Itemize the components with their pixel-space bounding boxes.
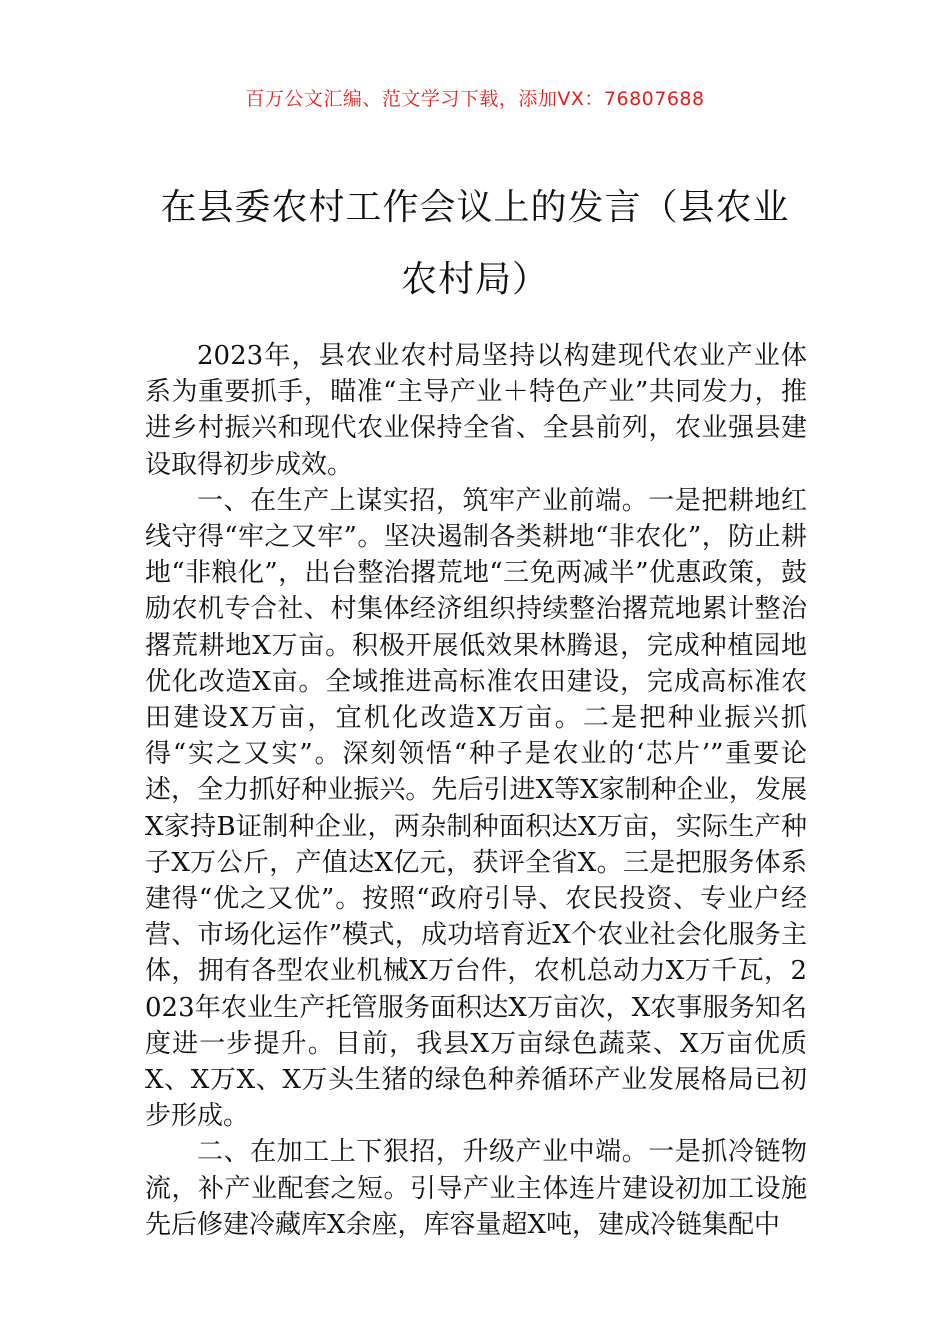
document-body [145,338,807,1243]
document-title: 在县委农村工作会议上的发言（县农业农村局） [160,187,790,300]
paragraph-processing: 二、在加工上下狠招，升级产业中端。一是抓冷链物流，补产业配套之短。引导产业主体连片建设初加工设施先后修建冷藏库X余座，库容量超X吨，建成冷链集配中 [145,1137,807,1240]
paragraph-production: 一、在生产上谋实招，筑牢产业前端。一是把耕地红线守得“牢之又牢”。坚决遏制各类耕地“非农化”，防止耕地“非粮化”，出台整治撂荒地“三免两减半”优惠政策，鼓励农机专合社、村集体经济组织持续整治撂荒地累计整治撂荒耕地X万亩。积极开展低效果林腾退，完成种植园地优化改造X亩。全域推进高标准农田建设，完成高标准农田建设X万亩，宜机化改造X万亩。二是把种业振兴抓得“实之又实”。深刻领悟“种子是农业的‘芯片’”重要论述，全力抓好种业振兴。先后引进X等X家制种企业，发展X家持B证制种企业，两杂制种面积达X万亩，实际生产种子X万公斤，产值达X亿元，获评全省X。三是把服务体系建得“优之又优”。按照“政府引导、农民投资、专业户经营、市场化运作”模式，成功培育近X个农业社会化服务主体，拥有各型农业机械X万台件，农机总动力X万千瓦，2023年农业生产托管服务面积达X万亩次，X农事服务知名度进一步提升。目前，我县X万亩绿色蔬菜、X万亩优质X、X万X、X万头生猪的绿色种养循环产业发展格局已初步形成。 [145,485,807,1132]
header-note: 百万公文汇编、范文学习下载，添加VX：76807688 [245,88,705,110]
paragraph-intro: 2023年，县农业农村局坚持以构建现代农业产业体系为重要抓手，瞄准“主导产业＋特色产业”共同发力，推进乡村振兴和现代农业保持全省、全县前列，农业强县建设取得初步成效。 [145,341,807,480]
